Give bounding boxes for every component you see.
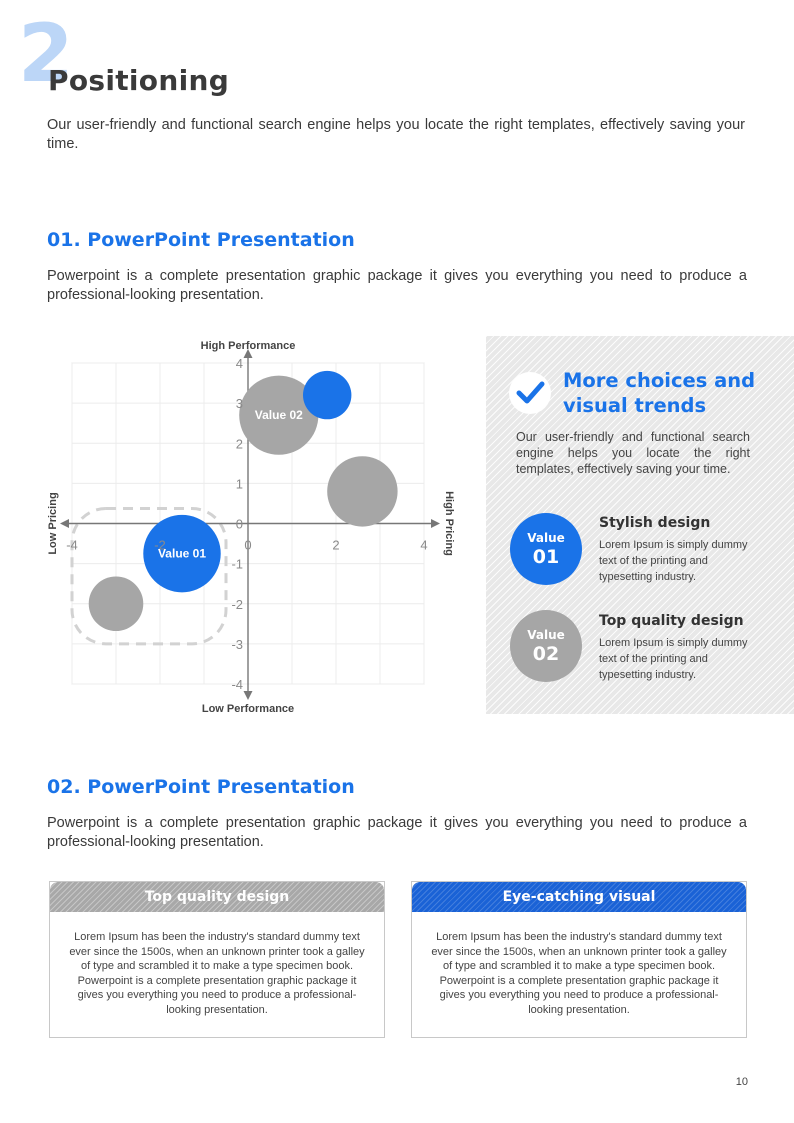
feature-box-eye-catching [411,881,747,1038]
box-header: Top quality design [50,882,384,912]
y-axis-arrow-down [244,691,253,700]
x-axis-arrow-right [431,519,440,528]
intro-text: Our user-friendly and functional search engine helps you locate the right templates, effectively saving your time. [47,117,745,152]
item-title-stylish: Stylish design [599,515,711,531]
chart-bubble [327,456,397,526]
chart-bubble [89,576,144,631]
value-number: 02 [532,643,560,665]
panel-text: Our user-friendly and functional search engine helps you locate the right templates, effectively saving your time. [516,430,750,476]
y-tick-label: 3 [235,396,243,412]
y-tick-label: -1 [231,556,243,572]
value-number: 01 [532,546,560,568]
chart-bubble [303,371,351,419]
feature-box-top-quality [49,881,385,1038]
x-tick-label: 4 [420,537,428,553]
panel-title: More choices and visual trends [563,369,756,417]
section-number: 2 [18,7,74,100]
x-tick-label: -2 [154,537,166,553]
item-text-top-quality: Lorem Ipsum is simply dummy text of the printing and typesetting industry. [599,637,748,681]
y-tick-label: -4 [231,677,243,692]
x-axis-arrow-left [60,519,69,528]
check-badge [509,372,551,414]
y-tick-label: 0 [235,516,243,532]
x-axis-high-label: High Pricing [443,491,455,556]
value-02-circle [510,610,582,682]
page-number: 10 [735,1076,748,1088]
y-axis-low-label: Low Performance [201,703,295,715]
x-tick-label: 2 [332,537,340,553]
chart-bubbles [89,371,398,631]
item-title-top-quality: Top quality design [599,613,744,629]
page-title: Positioning [48,64,230,97]
y-tick-label: -3 [231,636,243,652]
value-label: Value [527,628,565,642]
section2-title: 02. PowerPoint Presentation [47,776,355,798]
section1-title: 01. PowerPoint Presentation [47,229,355,251]
y-tick-label: 4 [235,356,243,371]
check-icon [509,372,551,414]
x-axis-low-label: Low Pricing [47,492,59,555]
value-01-circle [510,513,582,585]
bubble-label: Value 02 [254,408,303,423]
item-text-stylish: Lorem Ipsum is simply dummy text of the printing and typesetting industry. [599,539,748,583]
y-axis-high-label: High Performance [200,340,296,352]
positioning-bubble-chart [40,332,470,722]
y-tick-label: 1 [235,476,243,492]
value-label: Value [527,531,565,545]
x-tick-label: 0 [244,537,252,553]
box-header: Eye-catching visual [412,882,746,912]
section2-text: Powerpoint is a complete presentation graphic package it gives you everything you need to produce a professional-looking presentation. [47,815,747,850]
box-body: Lorem Ipsum has been the industry's standard dummy text ever since the 1500s, when an unknown printer took a galley of type and scrambled it to make a type specimen book. Powerpoint is a complete presentation graphic package it gives you everything you need to produce a professional-looking presentation. [431,931,727,1016]
y-tick-label: -2 [231,596,243,612]
x-tick-label: -4 [66,537,78,553]
box-body: Lorem Ipsum has been the industry's standard dummy text ever since the 1500s, when an unknown printer took a galley of type and scrambled it to make a type specimen book. Powerpoint is a complete presentation graphic package it gives you everything you need to produce a professional-looking presentation. [69,931,365,1016]
section1-text: Powerpoint is a complete presentation graphic package it gives you everything you need to produce a professional-looking presentation. [47,268,747,303]
y-tick-label: 2 [235,436,243,452]
bubble-label: Value 01 [157,546,207,561]
